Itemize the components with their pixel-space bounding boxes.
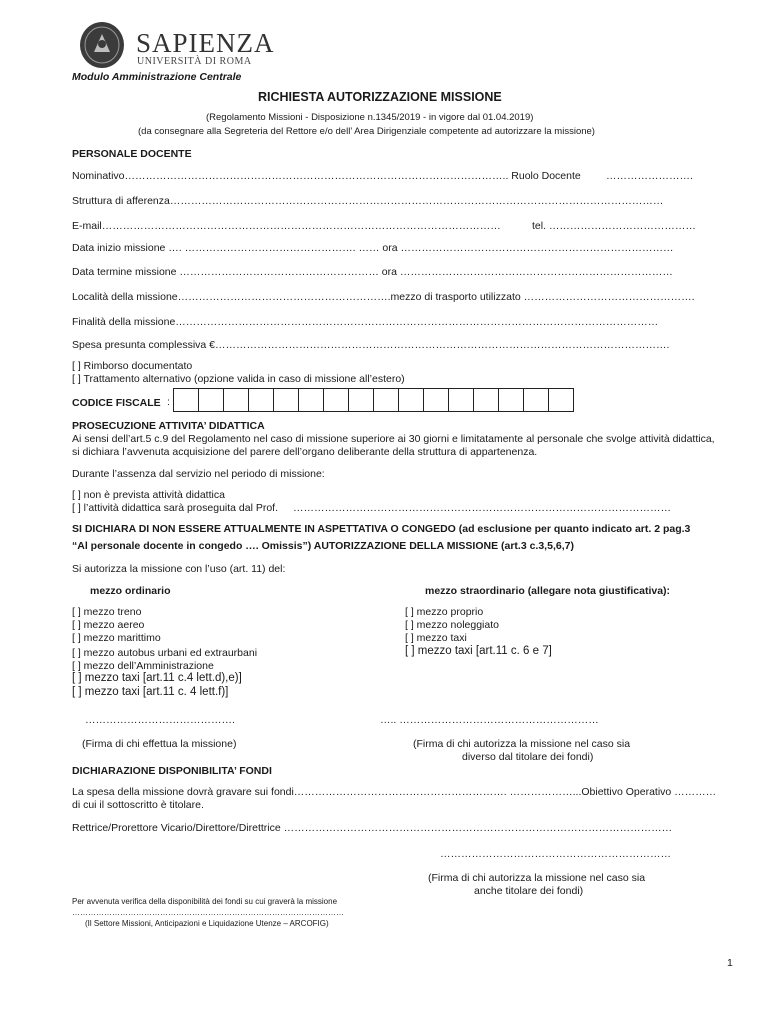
subtitle-regolamento: (Regolamento Missioni - Disposizione n.1345/2019 - in vigore dal 01.04.2019) — [206, 112, 534, 123]
subtitle-consegna: (da consegnare alla Segreteria del Rettore e/o dell’ Area Dirigenziale competente ad autorizzare la missione) — [138, 126, 595, 137]
didattica-prof-option[interactable]: [ ] l’attività didattica sarà proseguita dal Prof. — [72, 502, 279, 514]
ruolo-docente-field[interactable]: ……………………. — [606, 170, 693, 182]
codice-fiscale-box[interactable] — [273, 388, 299, 412]
mezzo-ordinario-heading: mezzo ordinario — [90, 585, 171, 597]
codice-fiscale-box[interactable] — [298, 388, 324, 412]
codice-fiscale-box[interactable] — [398, 388, 424, 412]
mezzo-noleggiato-option[interactable]: [ ] mezzo noleggiato — [405, 619, 499, 631]
mezzo-taxi-67-option[interactable]: [ ] mezzo taxi [art.11 c. 6 e 7] — [405, 645, 552, 657]
codice-fiscale-box[interactable] — [248, 388, 274, 412]
data-inizio-field[interactable]: Data inizio missione …. …………………………………………. …… ora …………………………………………………………………… — [72, 242, 674, 254]
mezzo-proprio-option[interactable]: [ ] mezzo proprio — [405, 606, 484, 618]
nominativo-field[interactable]: Nominativo……………………………………………………………………………………………….. Ruolo Docente — [72, 170, 581, 182]
codice-fiscale-box[interactable] — [198, 388, 224, 412]
rettrice-field[interactable]: Rettrice/Prorettore Vicario/Direttore/Direttrice ………………………………………………………………………………………………… — [72, 822, 673, 834]
mezzo-amministrazione-option[interactable]: [ ] mezzo dell’Amministrazione — [72, 660, 214, 672]
codice-fiscale-box[interactable] — [173, 388, 199, 412]
spesa-field[interactable]: Spesa presunta complessiva €…………………………………………………………………………………………………………………. — [72, 339, 670, 351]
verifica-text: Per avvenuta verifica della disponibilità dei fondi su cui graverà la missione — [72, 897, 338, 906]
mezzo-taxi-f-option[interactable]: [ ] mezzo taxi [art.11 c. 4 lett.f)] — [72, 686, 229, 698]
struttura-field[interactable]: Struttura di afferenza…………………………………………………………………………………………………………………………… — [72, 195, 664, 207]
mezzo-straordinario-heading: mezzo straordinario (allegare nota giustificativa): — [425, 585, 671, 597]
trattamento-option[interactable]: [ ] Trattamento alternativo (opzione valida in caso di missione all’estero) — [72, 373, 405, 385]
verifica-settore-caption: (Il Settore Missioni, Anticipazioni e Liquidazione Utenze – ARCOFIG) — [85, 919, 329, 928]
firma-autorizza-caption-1: (Firma di chi autorizza la missione nel caso sia — [413, 738, 631, 750]
rimborso-option[interactable]: [ ] Rimborso documentato — [72, 360, 193, 372]
section-personale-heading: PERSONALE DOCENTE — [72, 148, 192, 160]
codice-fiscale-box[interactable] — [523, 388, 549, 412]
codice-fiscale-box[interactable] — [423, 388, 449, 412]
codice-fiscale-box[interactable] — [323, 388, 349, 412]
codice-fiscale-box[interactable] — [223, 388, 249, 412]
finalita-field[interactable]: Finalità della missione………………………………………………………………………………………………………………………… — [72, 316, 659, 328]
page-number: 1 — [727, 957, 733, 969]
codice-fiscale-box[interactable] — [498, 388, 524, 412]
firma-missione-caption: (Firma di chi effettua la missione) — [82, 738, 237, 750]
data-termine-field[interactable]: Data termine missione ………………………………………………… ora …………………………………………………………………… — [72, 266, 673, 278]
fondi-field[interactable]: La spesa della missione dovrà gravare sui fondi……………………………………………………. ………………...Obiettivo Operativo ………… — [72, 786, 717, 798]
mezzo-treno-option[interactable]: [ ] mezzo treno — [72, 606, 142, 618]
section-fondi-heading: DICHIARAZIONE DISPONIBILITA’ FONDI — [72, 765, 272, 777]
tel-field[interactable]: tel. …………………………………… — [532, 220, 696, 232]
logo-name: SAPIENZA — [136, 28, 275, 58]
logo-subtitle: UNIVERSITÀ DI ROMA — [137, 56, 252, 67]
firma-fondi-line[interactable]: ………………………………………………………… — [440, 848, 671, 860]
codice-fiscale-boxes[interactable] — [173, 388, 573, 412]
no-didattica-option[interactable]: [ ] non è prevista attività didattica — [72, 489, 225, 501]
dichiarazione-line-2: “Al personale docente in congedo …. Omissis”) AUTORIZZAZIONE DELLA MISSIONE (art.3 c.3,5,6,7) — [72, 540, 574, 552]
module-label: Modulo Amministrazione Centrale — [72, 71, 242, 83]
mezzo-autobus-option[interactable]: [ ] mezzo autobus urbani ed extraurbani — [72, 647, 258, 659]
autorizza-intro: Si autorizza la missione con l’uso (art. 11) del: — [72, 563, 286, 575]
mezzo-taxi-de-option[interactable]: [ ] mezzo taxi [art.11 c.4 lett.d),e)] — [72, 672, 242, 684]
localita-field[interactable]: Località della missione…………………………………………………….mezzo di trasporto utilizzato …………………………………………. — [72, 291, 695, 303]
codice-fiscale-box[interactable] — [548, 388, 574, 412]
section-prosecuzione-heading: PROSECUZIONE ATTIVITA’ DIDATTICA — [72, 420, 265, 432]
verifica-signature-line[interactable]: ………………………………………………………………………………………… — [72, 908, 344, 917]
prof-name-field[interactable]: ……………………………………………………………………………………………… — [293, 502, 671, 514]
codice-fiscale-box[interactable] — [448, 388, 474, 412]
firma-autorizza-line[interactable]: ….. ………………………………………………… — [380, 714, 599, 726]
firma-fondi-caption-1: (Firma di chi autorizza la missione nel caso sia — [428, 872, 646, 884]
codice-fiscale-box[interactable] — [348, 388, 374, 412]
codice-fiscale-box[interactable] — [473, 388, 499, 412]
mezzo-marittimo-option[interactable]: [ ] mezzo marittimo — [72, 632, 161, 644]
fondi-titolare-text: di cui il sottoscritto è titolare. — [72, 799, 204, 811]
dichiarazione-line-1: SI DICHIARA DI NON ESSERE ATTUALMENTE IN ASPETTATIVA O CONGEDO (ad esclusione per quanto indicato art. 2 pag.3 — [72, 523, 691, 535]
prosecuzione-text-2: si dichiara l’avvenuta acquisizione del parere dell’organo deliberante della struttura di appartenenza. — [72, 446, 538, 458]
firma-autorizza-caption-2: diverso dal titolare dei fondi) — [462, 751, 594, 763]
mezzo-taxi-option[interactable]: [ ] mezzo taxi — [405, 632, 467, 644]
page-title: RICHIESTA AUTORIZZAZIONE MISSIONE — [258, 90, 502, 104]
durante-assenza-text: Durante l’assenza dal servizio nel periodo di missione: — [72, 468, 325, 480]
email-field[interactable]: E-mail…………………………………………………………………………………………………… — [72, 220, 501, 232]
codice-fiscale-label: CODICE FISCALE — [72, 397, 161, 409]
prosecuzione-text-1: Ai sensi dell’art.5 c.9 del Regolamento nel caso di missione superiore ai 30 giorni e limitatamente al personale che svolge attività didattica, — [72, 433, 715, 445]
codice-fiscale-colon: : — [167, 396, 170, 408]
firma-missione-line[interactable]: ……………………………………. — [85, 714, 235, 726]
codice-fiscale-box[interactable] — [373, 388, 399, 412]
mezzo-aereo-option[interactable]: [ ] mezzo aereo — [72, 619, 145, 631]
firma-fondi-caption-2: anche titolare dei fondi) — [474, 885, 584, 897]
sapienza-seal-logo — [80, 22, 124, 68]
